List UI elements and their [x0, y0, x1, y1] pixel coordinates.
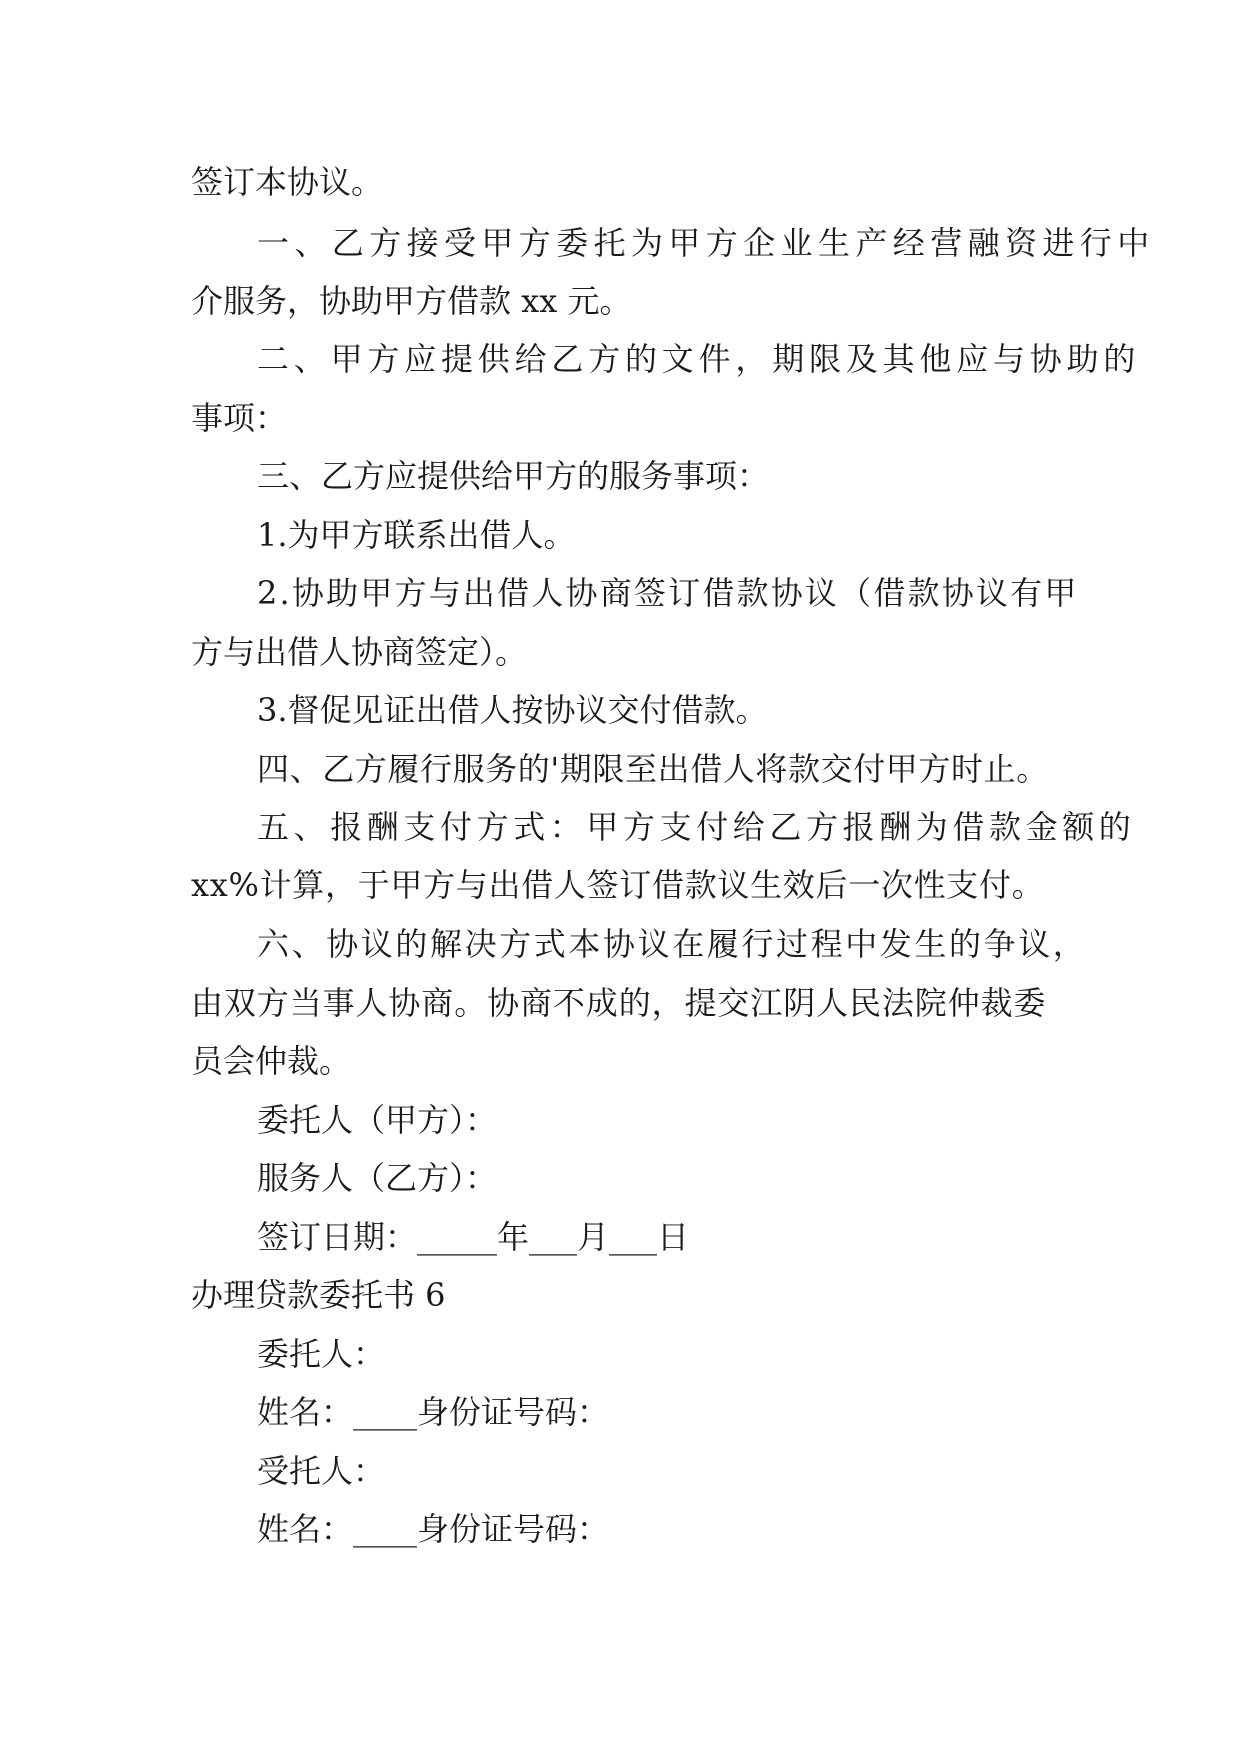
section-heading: 办理贷款委托书 6: [191, 1276, 446, 1314]
signing-date-label: 签订日期：_____年___月___日: [257, 1218, 690, 1256]
service-item-1: 1.为甲方联系出借人。: [257, 516, 576, 554]
agent-signature-label: 服务人（乙方）：: [257, 1159, 498, 1197]
service-item-2: 2.协助甲方与出借人协商签订借款协议（借款协议有甲: [257, 574, 1079, 612]
clause-six-line: 六、协议的解决方式本协议在履行过程中发生的争议，: [257, 925, 1088, 963]
clause-six-continuation: 由双方当事人协商。协商不成的，提交江阴人民法院仲裁委: [191, 984, 1047, 1022]
paragraph-line: 签订本协议。: [191, 163, 384, 201]
clause-three-line: 三、乙方应提供给甲方的服务事项：: [257, 457, 770, 495]
trustee-label: 受托人：: [257, 1452, 386, 1490]
clause-five-continuation: xx%计算，于甲方与出借人签订借款议生效后一次性支付。: [191, 866, 1045, 904]
clause-two-continuation: 事项：: [191, 399, 288, 437]
clause-six-continuation-2: 员会仲裁。: [191, 1042, 352, 1080]
clause-one-continuation: 介服务，协助甲方借款 xx 元。: [191, 282, 632, 320]
trustee-name-id-line: 姓名：____身份证号码：: [257, 1510, 610, 1548]
principal-name-id-line: 姓名：____身份证号码：: [257, 1393, 610, 1431]
service-item-2-continuation: 方与出借人协商签定）。: [191, 633, 528, 671]
clause-four-line: 四、乙方履行服务的'期限至出借人将款交付甲方时止。: [257, 750, 1049, 788]
principal-label: 委托人：: [257, 1335, 386, 1373]
principal-signature-label: 委托人（甲方）：: [257, 1101, 498, 1139]
clause-five-line: 五、报酬支付方式：甲方支付给乙方报酬为借款金额的: [257, 808, 1136, 846]
clause-two-line: 二、甲方应提供给乙方的文件，期限及其他应与协助的: [257, 340, 1141, 378]
clause-one-line: 一、乙方接受甲方委托为甲方企业生产经营融资进行中: [257, 224, 1155, 262]
service-item-3: 3.督促见证出借人按协议交付借款。: [257, 691, 768, 729]
